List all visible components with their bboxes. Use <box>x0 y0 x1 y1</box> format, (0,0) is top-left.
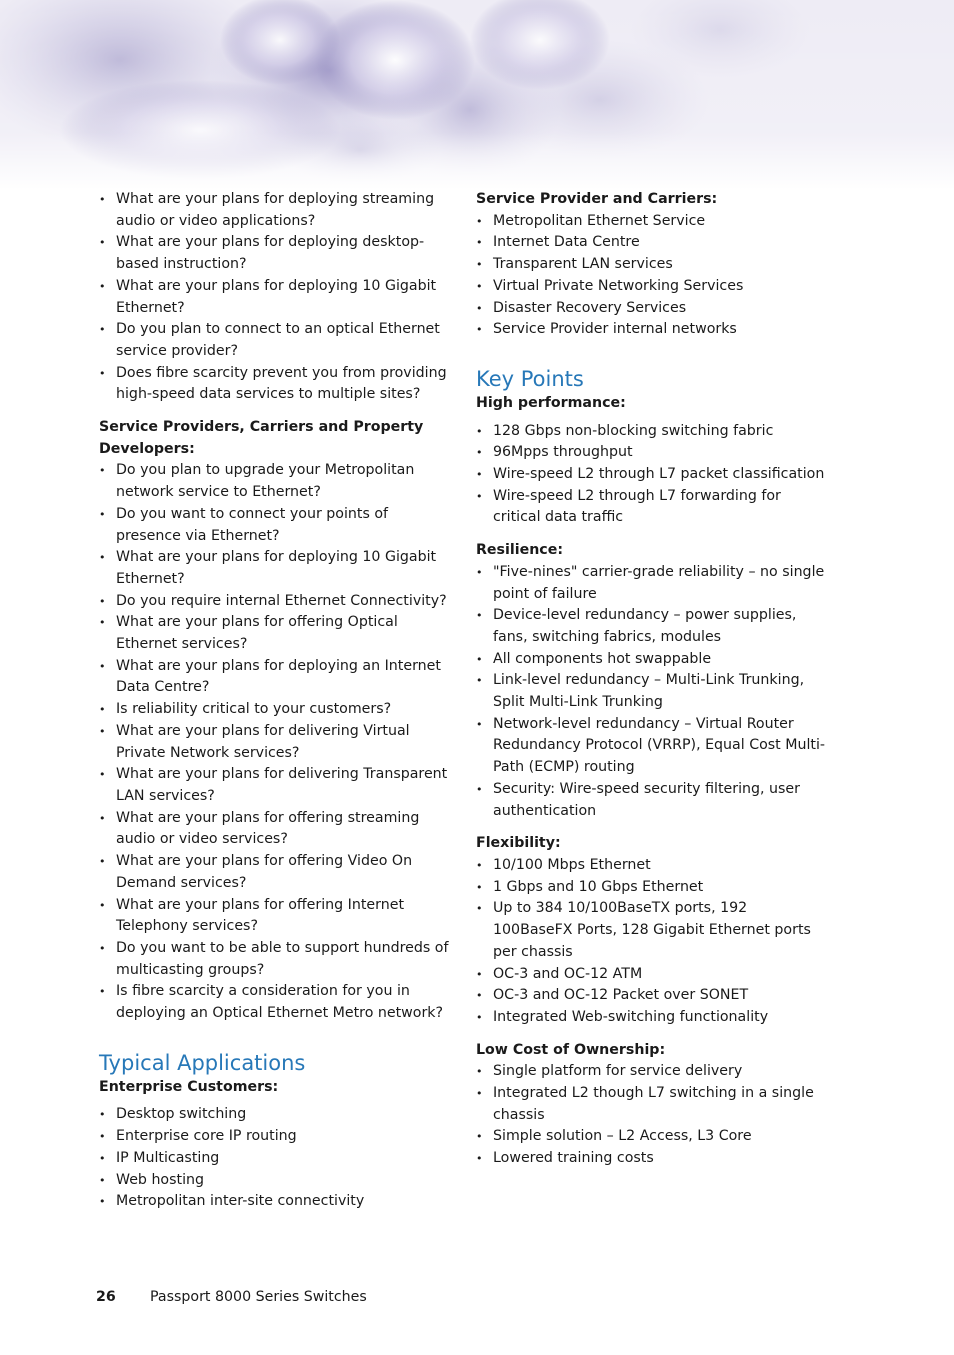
list-item: • Is fibre scarcity a consideration for you in deploying an Optical Ethernet Metro network? <box>99 981 449 1024</box>
list-item: • "Five-nines" carrier-grade reliability – no single point of failure <box>476 562 826 605</box>
list-item: • Network-level redundancy – Virtual Router Redundancy Protocol (VRRP), Equal Cost Multi-Path (ECMP) routing <box>476 714 826 779</box>
list-item: • Wire-speed L2 through L7 packet classification <box>476 464 826 486</box>
list-item: • Do you want to be able to support hundreds of multicasting groups? <box>99 938 449 981</box>
list-item: • 128 Gbps non-blocking switching fabric <box>476 421 826 443</box>
list-item: • What are your plans for offering streaming audio or video services? <box>99 808 449 851</box>
resilience-heading: Resilience: <box>476 542 564 559</box>
header-decorative-image <box>0 0 954 190</box>
list-item: • Device-level redundancy – power supplies, fans, switching fabrics, modules <box>476 605 826 648</box>
list-item: • Disaster Recovery Services <box>476 298 826 320</box>
list-item: • Is reliability critical to your customers? <box>99 699 449 721</box>
list-item: • Single platform for service delivery <box>476 1061 826 1083</box>
list-item: • Wire-speed L2 through L7 forwarding for critical data traffic <box>476 486 826 529</box>
list-item: • Security: Wire-speed security filtering, user authentication <box>476 779 826 822</box>
list-item: • Does fibre scarcity prevent you from providing high-speed data services to multiple sites? <box>99 363 449 406</box>
service-providers-questions-list <box>99 460 449 1024</box>
list-item: • Desktop switching <box>99 1104 449 1126</box>
list-item: • Lowered training costs <box>476 1148 826 1170</box>
service-providers-heading: Service Providers, Carriers and Property Developers: <box>99 419 424 457</box>
list-item: • 1 Gbps and 10 Gbps Ethernet <box>476 877 826 899</box>
list-item: • Metropolitan Ethernet Service <box>476 211 826 233</box>
list-item: • Enterprise core IP routing <box>99 1126 449 1148</box>
list-item: • Simple solution – L2 Access, L3 Core <box>476 1126 826 1148</box>
list-item: • What are your plans for delivering Transparent LAN services? <box>99 764 449 807</box>
service-provider-carriers-heading: Service Provider and Carriers: <box>476 191 718 207</box>
list-item: • What are your plans for deploying 10 Gigabit Ethernet? <box>99 547 449 590</box>
right-column <box>476 189 826 1170</box>
list-item: • Do you plan to upgrade your Metropolitan network service to Ethernet? <box>99 460 449 503</box>
list-item: • Metropolitan inter-site connectivity <box>99 1191 449 1213</box>
list-item: • Do you require internal Ethernet Connectivity? <box>99 591 449 613</box>
list-item: • What are your plans for offering Video On Demand services? <box>99 851 449 894</box>
list-item: • 10/100 Mbps Ethernet <box>476 855 826 877</box>
intro-questions-list <box>99 189 449 406</box>
list-item: • IP Multicasting <box>99 1148 449 1170</box>
left-column <box>99 189 449 1213</box>
high-performance-list <box>476 421 826 530</box>
enterprise-customers-list <box>99 1104 449 1213</box>
flexibility-list <box>476 855 826 1029</box>
high-performance-heading: High performance: <box>476 394 626 411</box>
low-cost-list <box>476 1061 826 1170</box>
page-number: 26 <box>96 1289 116 1305</box>
list-item: • Up to 384 10/100BaseTX ports, 192 100BaseFX Ports, 128 Gigabit Ethernet ports per chassis <box>476 898 826 963</box>
list-item: • What are your plans for offering Optical Ethernet services? <box>99 612 449 655</box>
document-title: Passport 8000 Series Switches <box>150 1289 367 1305</box>
list-item: • Link-level redundancy – Multi-Link Trunking, Split Multi-Link Trunking <box>476 670 826 713</box>
enterprise-customers-heading: Enterprise Customers: <box>99 1078 279 1095</box>
list-item: • Web hosting <box>99 1170 449 1192</box>
list-item: • What are your plans for delivering Virtual Private Network services? <box>99 721 449 764</box>
list-item: • OC-3 and OC-12 ATM <box>476 964 826 986</box>
list-item: • Virtual Private Networking Services <box>476 276 826 298</box>
list-item: • Internet Data Centre <box>476 232 826 254</box>
list-item: • Integrated L2 though L7 switching in a single chassis <box>476 1083 826 1126</box>
list-item: • What are your plans for deploying an Internet Data Centre? <box>99 656 449 699</box>
list-item: • What are your plans for deploying desktop-based instruction? <box>99 232 449 275</box>
list-item: • 96Mpps throughput <box>476 442 826 464</box>
list-item: • Transparent LAN services <box>476 254 826 276</box>
flexibility-heading: Flexibility: <box>476 835 561 852</box>
list-item: • What are your plans for deploying 10 Gigabit Ethernet? <box>99 276 449 319</box>
list-item: • Integrated Web-switching functionality <box>476 1007 826 1029</box>
list-item: • All components hot swappable <box>476 649 826 671</box>
list-item: • Do you want to connect your points of presence via Ethernet? <box>99 504 449 547</box>
service-provider-carriers-list <box>476 211 826 341</box>
resilience-list <box>476 562 826 822</box>
list-item: • OC-3 and OC-12 Packet over SONET <box>476 985 826 1007</box>
list-item: • What are your plans for offering Internet Telephony services? <box>99 895 449 938</box>
low-cost-heading: Low Cost of Ownership: <box>476 1041 666 1058</box>
key-points-title: Key Points <box>476 366 584 391</box>
list-item: • Service Provider internal networks <box>476 319 826 341</box>
typical-applications-title: Typical Applications <box>99 1050 306 1075</box>
list-item: • What are your plans for deploying streaming audio or video applications? <box>99 189 449 232</box>
list-item: • Do you plan to connect to an optical Ethernet service provider? <box>99 319 449 362</box>
